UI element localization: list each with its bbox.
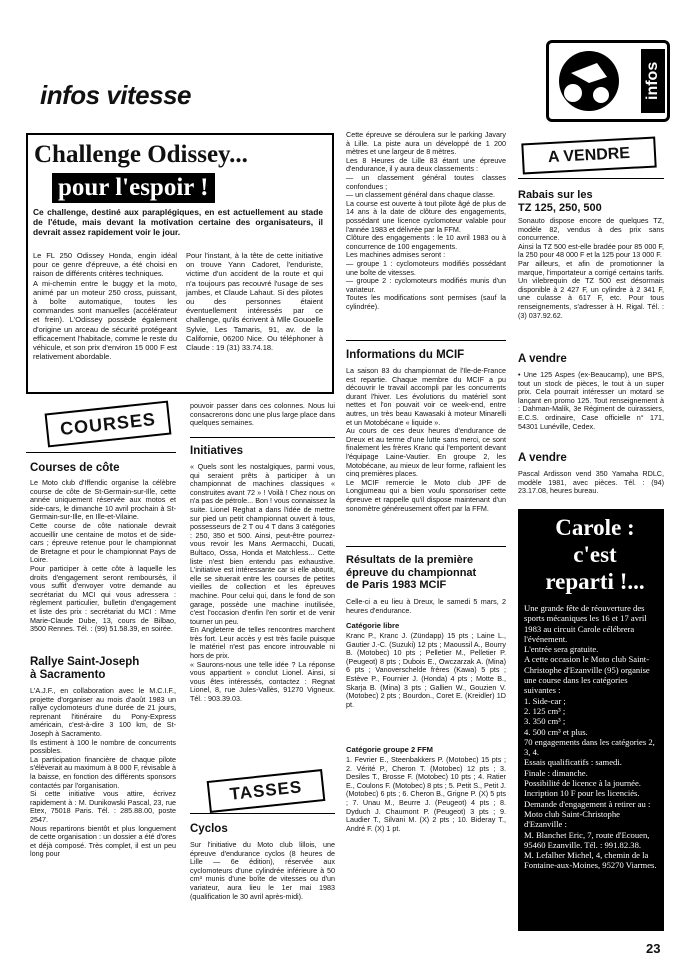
challenge-title-line1: Challenge Odissey... [34,141,248,168]
challenge-title-line2: pour l'espoir ! [52,173,215,203]
cat1-title: Catégorie libre [346,621,400,630]
challenge-col2: Pour l'instant, à la tête de cette initiative on trouve Yann Cadoret, l'enduriste, victime d'un accident de la route et qui n'a toujours pas recouvré l'usage de ses jambes, et Claude Lahaut. Si des pilotes ou des personnes étaient éventuellement intéressés par ce challenge, qu'ils écrivent à Mlle Gouoelle Sylvie, Les Tamaris, 91, av. de la Californie, 06200 Nice. Ou téléphoner à Claude : 19 (31) 33.74.18. [186,251,323,353]
rallye-title: Rallye Saint-Joseph à Sacramento [30,656,140,681]
cat2-text: 1. Fevrier E., Steenbakkers P. (Motobec) 15 pts ; 2. Vérité P., Cheron T. (Motobec) 12 pts ; 3. Desiles T., Brosse F. (Motobec) 10 pts ; 4. Ratier E., Coulons F. (Motobec) 8 pts ; 5. Petit S., Petit J. (Motobec) 6 pts ; 6. Cheron B., Grigne P. (X) 5 pts ; 7. Unau M., Beurre J. (Peugeot) 4 pts ; 8. Dyduch J. Chaumont P. (Peugeot) 3 pts ; 9. Laudier T., Silvani M. (X) 2 pts ; 10. Bideray T., André F. (X) 1 pt. [346,755,506,833]
cyclos-text: Sur l'initiative du Moto club lillois, une épreuve d'endurance cyclos (8 heures de Lille — 6e édition), réservée aux cyclomoteurs d'une cylindrée inférieure à 50 cm³ munis d'une boîte de vitesses ou d'un variateur, aura lieu le 1er mai 1983 (qualification le 30 avril après-midi). [190,840,335,901]
cat1-text: Kranc P., Kranc J. (Zündapp) 15 pts ; Laine L., Gautier J.-C. (Suzuki) 12 pts ; Maoussil A., Bourry B. (Motobec) 10 pts ; Pelletier M., Pelletier P. (Peugeot) 8 pts ; Dubois E., Owczarzak A. (Mina) 6 pts ; Vanoverschelde frères (Kawa) 5 pts ; Estève P., Fournier J. (Honda) 4 pts ; Motte B., Skarja B. (Mina) 3 pts ; Gallien W., Gouzien V. (Motobec) 2 pts ; Bourdon., Coret E. (Kreidler) 1D pt. [346,631,506,709]
vendre-stamp: A VENDRE [521,137,656,175]
cote-text: Le Moto club d'Iffendic organise la célèbre course de côte de St-Germain-sur-Ille, cette année uniquement réservée aux motos et side-cars, le dimanche 10 avril prochain à St-Germain-sur-Ille, en Ille-et-Vilaine. Cette course de côte nationale devrait accueillir une centaine de motos et de side-cars ; épreuve retenue pour le championnat de Bretagne et pour le championnat Pays de Loire. Pour participer à cette côte à laquelle les droits d'engagement seront remboursés, il vous suffit d'envoyer votre demande au secrétariat du MCI qui vous adressera : règlement particulier, bulletin d'engagement et liste des prix : secrétariat du MCI : Mme Marie-Claude Dube, 13, cours de Bilbao, 3500 Rennes. Tél. : (99) 51.58.39, en soirée. [30,478,176,634]
av2-title: A vendre [518,452,567,464]
mcif-rule [346,340,506,341]
courses-rule [26,452,176,453]
infos-logo [546,40,670,122]
initiatives-title: Initiatives [190,445,244,457]
initiatives-rule [190,437,335,438]
tasses-stamp: TASSES [207,769,326,813]
rabais-title: Rabais sur les TZ 125, 250, 500 [518,189,602,214]
carole-text: Une grande fête de réouverture des sports mécaniques les 16 et 17 avril 1983 au circuit Carole célébrera l'événement. L'entrée sera gratuite. A cette occasion le Moto club Saint-Christophe d'Ezanville (95) organise une course dans les catégories suivantes : 1. Side-car ; 2. 125 cm³ ; 3. 350 cm³ ; 4. 500 cm³ et plus. 70 engagements dans les catégories 2, 3, 4. Essais qualificatifs : samedi. Finale : dimanche. Possibilité de licence à la journée. Incription 10 F pour les licenciés. Demande d'engagement à retirer au : Moto club Saint-Christophe d'Ezanville : M. Blanchet Eric, 7, route d'Ecouen, 95460 Ezanville. Tél. : 991.82.38. M. Lefalher Michel, 4, chemin de la Fontaine-aux-Moines, 95270 Viarmes. [524,603,657,871]
rabais-text: Sonauto dispose encore de quelques TZ, modèle 82, vendus à des prix sans concurrence. Ainsi la TZ 500 est-elle bradée pour 85 000 F, la 250 pour 48 000 F et la 125 pour 13 000 F. Par ailleurs, et afin de promotionner la marque, l'importateur a corrigé certains tarifs. Un vilebrequin de TZ 500 est désormais disponible à 2 427 F, un cylindre à 2 341 F, une culasse à 617 F, etc. Pour tous renseignements, s'adresser à H. Rigal. Tél. : (3) 037.92.62. [518,216,664,320]
challenge-intro: Ce challenge, destiné aux paraplégiques, en est actuellement au stade de l'étude, mais devant la motivation certaine des organisateurs, il devrait assez rapidement voir le jour. [33,207,323,237]
av1-title: A vendre [518,353,567,365]
av1-text: • Une 125 Aspes (ex-Beaucamp), une BPS, tout un stock de pièces, le tout à un super prix. Cela pourrait intéresser un motard se lançant en promo 125. Tout renseignement à : Dahman-Malik, 3e Régiment de cuirassiers, E.C.S. ordinaire, Case officielle n° 171, 54301 Lunéville, Cedex. [518,370,664,431]
rallye-text: L'A.J.F., en collaboration avec le M.C.I.F., projette d'organiser au mois d'août 1983 un rallye cyclomoteurs d'une durée de 21 jours, reprenant l'itinéraire du Pony-Express américain, c'est-à-dire 3 100 km, de St-Joseph à Sacramento. Ils estiment à 100 le nombre de concurrents possibles. La participation financière de chaque pilote s'élèverait au maximum à 8 000 F, révisable à la baisse, en fonction des différents sponsors contactés par l'organisation. Si cette initiative vous attire, écrivez rapidement à : M. Dunikowski Pascal, 23, rue Etex, 75018 Paris. Tél. : 285.88.00, poste 2547. Nous repartirons bientôt et plus longuement de cette organisation : un dossier a été d'ores et déjà composé. Très complet, il est un peu long pour [30,686,176,859]
av2-text: Pascal Ardisson vend 350 Yamaha RDLC, modèle 1981, avec pièces. Tél. : (94) 23.17.08, heures bureau. [518,469,664,496]
cyclos-title: Cyclos [190,823,228,835]
courses-stamp: COURSES [45,401,172,448]
resultats-intro: Celle-ci a eu lieu à Dreux, le samedi 5 mars, 2 heures d'endurance. [346,597,506,615]
lille-text: Cette épreuve se déroulera sur le parking Javary à Lille. La piste aura un développé de 1 200 mètres et une largeur de 8 mètres. Les 8 Heures de Lille 83 étant une épreuve d'endurance, il y aura deux classements : — un classement général toutes classes confondues ; — un classement général dans chaque classe. La course est ouverte à tout pilote âgé de plus de 14 ans à la date de clôture des engagements, possédant une licence cyclomoteur valable pour l'année 1983 et délivrée par la FFM. Clôture des engagements : le 10 avril 1983 ou à concurrence de 100 engagements. Les machines admises seront : — groupe 1 : cyclomoteurs modifiés possédant une boîte de vitesses. — groupe 2 : cyclomoteurs modifiés munis d'un variateur. Toutes les modifications sont permises (sauf la cylindrée). [346,130,506,311]
resultats-rule [346,546,506,547]
mcif-title: Informations du MCIF [346,349,465,361]
vendre-rule [518,178,664,179]
section-title: infos vitesse [40,80,192,110]
resultats-title: Résultats de la première épreuve du championnat de Paris 1983 MCIF [346,554,477,591]
cat2-title: Catégorie groupe 2 FFM [346,745,433,754]
logo-label: infos [641,49,665,113]
mcif-text: La saison 83 du championnat de l'Ile-de-France est repartie. Chaque membre du MCIF a pu découvrir le travail accompli par les concurrents durant l'hiver. Les évolutions du matériel sont nettes et l'on pouvait voir ce week-end, entre autres, un très beau Kawasaki à moteur Minarelli et un Motobécane « liquide ». Au cours de ces deux heures d'endurance de Dreux et au terme d'une lutte sans merci, ce sont finalement les frères Kranc qui l'emportent devant l'équipage Laine-Vautier. En groupe 2, les Motobécane, au mieux de leur forme, raflaient les cinq premières places. Le MCIF remercie le Moto club JPF de Longjumeau qui a bien voulu sponsoriser cette épreuve et rappelle qu'il dispose maintenant d'un sonomètre généreusement offert par la FFM. [346,366,506,513]
page-number: 23 [646,941,661,956]
initiatives-lead: pouvoir passer dans ces colonnes. Nous lui consacrerons donc une plus large place dans quelques semaines. [190,401,335,428]
initiatives-text: « Quels sont les nostalgiques, parmi vous, qui seraient prêts à participer à un championnat de machines classiques « construites avant 72 » ! Voilà ! Chez nous on n'a pas de pétrole... Bon ! vous connaissez la suite. Lionel Reghat a dans l'idée de mettre sur pied un petit championnat ouvert à tous, possesseurs de 2 T ou 4 T dans 3 catégories : 250, 350 et 500. Ainsi, peut-être pourrez-vous revoir les Mans Aermacchi, Ducati, Bultaco, Ossa, Honda et Matchless... Cette liste n'est bien entendu pas exhaustive. L'initiative est intéressante car si elle aboutit, elle se situerait entre les courses de petites vieilles de collection et les épreuves machine. Pour celui qui, dans le fond de son garage, possède une machine inutilisée, c'est l'occasion d'enfin l'en sortir et de venir tourner un peu. En Angleterre de telles rencontres marchent très fort. Leur accès y est très facile puisque le matériel n'est pas encore introuvable ni hors de prix. « Saurons-nous une telle idée ? La réponse vous appartient » conclut Lionel. Ainsi, si vous êtes intéressés, contactez : Regnat Lionel, 8, rue Jules-Vallès, 91270 Vigneux. Tél. : 903.39.03. [190,462,335,704]
tasses-rule [190,813,335,814]
cote-title: Courses de côte [30,462,120,474]
challenge-col1: Le FL 250 Odissey Honda, engin idéal pour ce genre d'épreuve, a été choisi en raison de différents critères techniques. A mi-chemin entre le buggy et la moto, animé par un moteur 250 cross, puissant, à boîte automatique, toutes les commandes sont manuelles (accélérateur et frein). L'Odissey possède également d'origine un arceau de sécurité protégeant efficacement l'habitacle, comme le reste du véhicule, et son prix d'environ 15 000 F est relativement abordable. [33,251,177,362]
carole-title: Carole : c'est reparti !... [545,515,645,594]
